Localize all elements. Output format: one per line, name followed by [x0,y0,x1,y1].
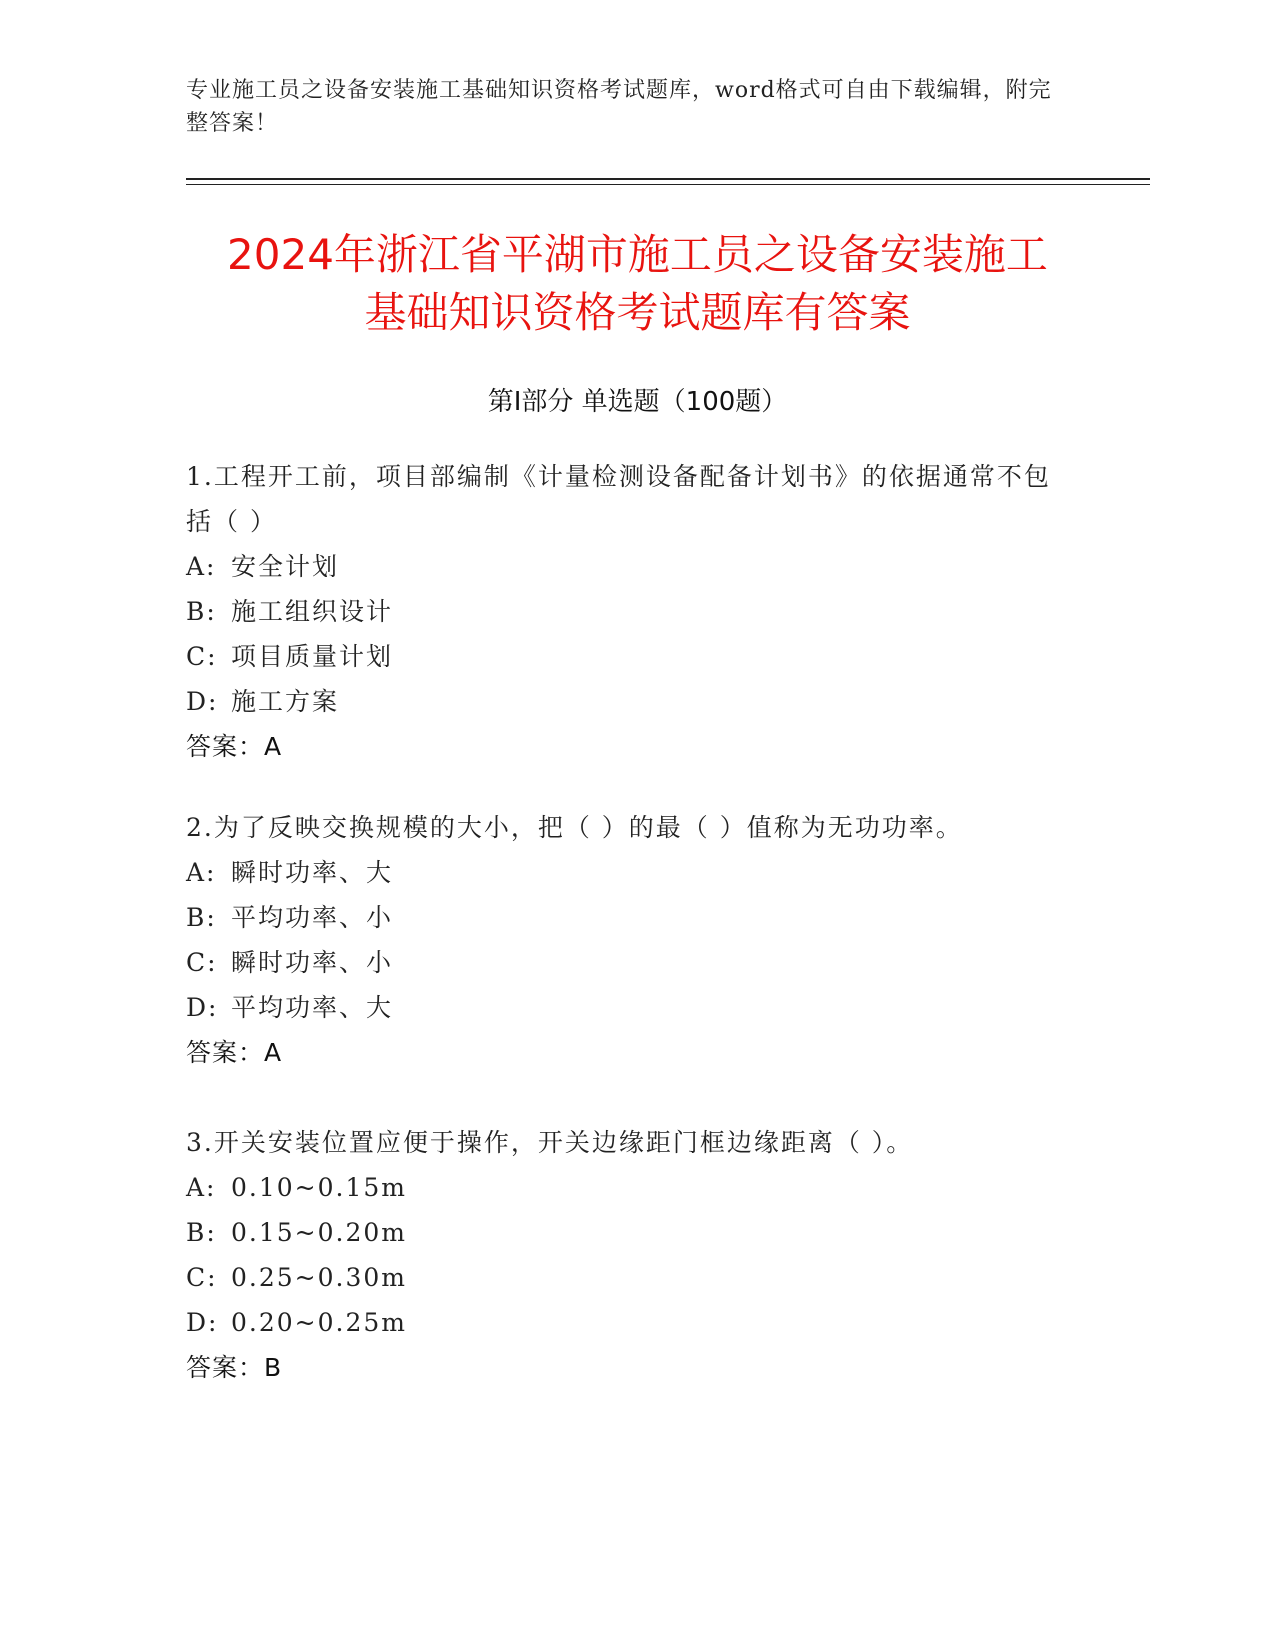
option-d [186,985,1066,1030]
title-line-1: 2024年浙江省平湖市施工员之设备安装施工 [227,230,1048,279]
option-text: 平均功率、小 [231,903,394,932]
option-c [186,634,1066,679]
option-key: A: [186,858,217,887]
option-key: A: [186,1173,217,1202]
question-stem: 1.工程开工前，项目部编制《计量检测设备配备计划书》的依据通常不包括（ ） [186,462,1051,536]
option-text: 瞬时功率、小 [231,948,394,977]
option-a [186,850,1066,895]
option-text: 瞬时功率、大 [231,858,394,887]
option-text: 项目质量计划 [231,642,394,671]
header-rule-thin [186,184,1150,185]
answer: 答案：A [186,1038,283,1067]
option-text: 施工组织设计 [231,597,394,626]
question-1 [186,454,1066,769]
option-key: B: [186,903,217,932]
header-rule-thick [186,178,1150,180]
option-b [186,1210,1066,1255]
option-key: B: [186,1218,217,1247]
option-text: 施工方案 [231,687,340,716]
option-c [186,1255,1066,1300]
answer: 答案：A [186,732,283,761]
question-stem: 2.为了反映交换规模的大小，把（ ）的最（ ）值称为无功功率。 [186,813,963,842]
option-key: C: [186,1263,218,1292]
option-key: D: [186,687,219,716]
option-b [186,589,1066,634]
option-d [186,1300,1066,1345]
question-stem: 3.开关安装位置应便于操作，开关边缘距门框边缘距离（ ）。 [186,1128,914,1157]
header-note: 专业施工员之设备安装施工基础知识资格考试题库，word格式可自由下载编辑，附完整答案！ [186,78,1052,136]
option-key: D: [186,993,219,1022]
question-3 [186,1120,1066,1390]
option-text: 0.15~0.20m [231,1218,407,1247]
option-key: A: [186,552,217,581]
option-text: 安全计划 [231,552,340,581]
document-title [150,226,1125,342]
option-d [186,679,1066,724]
option-text: 平均功率、大 [231,993,394,1022]
option-text: 0.20~0.25m [231,1308,407,1337]
option-c [186,940,1066,985]
option-a [186,1165,1066,1210]
option-key: C: [186,642,218,671]
option-a [186,544,1066,589]
option-text: 0.25~0.30m [231,1263,407,1292]
option-text: 0.10~0.15m [231,1173,407,1202]
option-b [186,895,1066,940]
title-line-2: 基础知识资格考试题库有答案 [364,288,911,337]
answer: 答案：B [186,1353,283,1382]
option-key: C: [186,948,218,977]
section-title: 第I部分 单选题（100题） [487,387,788,417]
question-2 [186,805,1066,1075]
option-key: D: [186,1308,219,1337]
option-key: B: [186,597,217,626]
